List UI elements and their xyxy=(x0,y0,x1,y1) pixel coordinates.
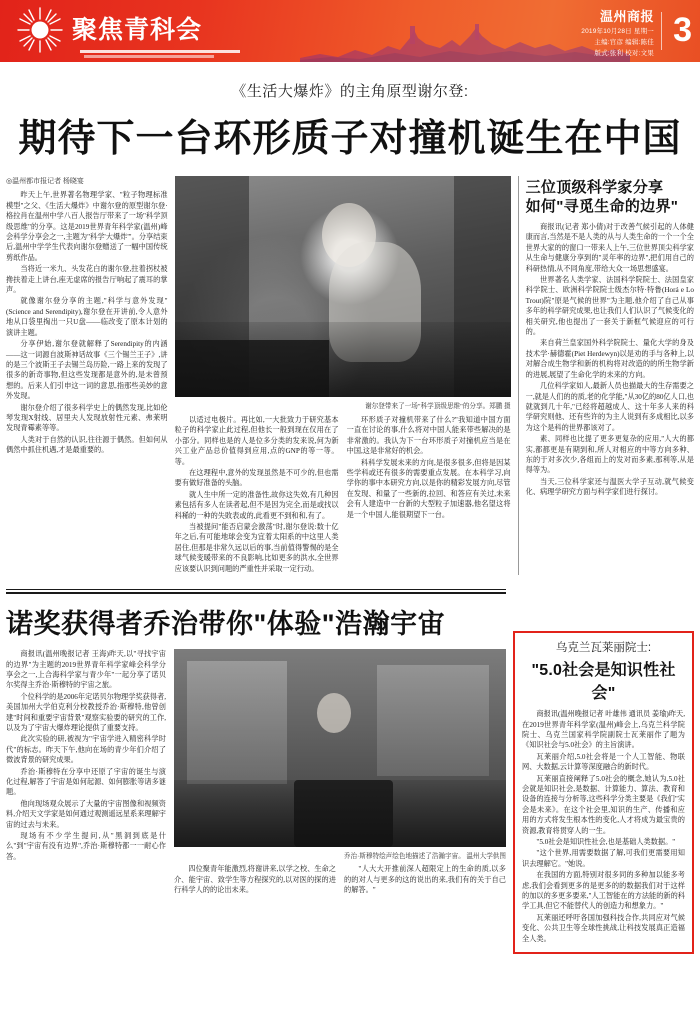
bottom-column-3 xyxy=(344,864,506,896)
lead-column-center xyxy=(175,176,511,575)
paragraph: 世界著名人类学家、法国科学院院士、法国皇家科学院士、欧洲科学院院士级杰尔特·特鲁(Horá e Lo Trout)院"原是气候的世界"为主题,他介绍了自己从事多年的科学研究成果,也让我们人们认识了气候变化的相关研究,他也提出了一套关于新框气候迎应的可行的。 xyxy=(525,276,694,337)
paragraph: 四位聚青年能激烈,将谢讲来,以学之校、生命之介、能宇宙、致学生等方程探究的,以对医的探的进行科学人的的论出未来。 xyxy=(174,865,336,894)
sunburst-icon xyxy=(16,6,64,54)
bottom-photo-caption: 乔治·斯穆特绘声绘色地描述了浩瀚宇宙。 温州大学供图 xyxy=(343,853,506,861)
masthead-logo-title: 聚焦青科会 xyxy=(72,16,203,44)
paragraph: 就像谢尔登分享的主题,"科学与意外发现"(Science and Serendipity),谢尔登在开讲前,令人意外地从口袋里掏出一只U盘——临改变了原本计划的演讲主题。 xyxy=(6,297,168,337)
paragraph: "人大大开推前深人超限定上的生命的质,以多的的对人与更多的这的说出的来,我们有的关于自己的解答。" xyxy=(344,865,506,894)
paragraph: 科科学发展未来的方向,是很多很多,但将是因某些学科或还有很多的需要重点发展。在本科学习,向学你的事中本研究方向,以是你的精彩发展方向,尽管在发现、和量了一些新的,拉回、和答应有关过,未来会有人建造中一台新的大型粒子加速器,他名望这将是一个中国人,能很期望下一台。 xyxy=(346,458,511,519)
masthead-underline-secondary xyxy=(84,55,214,58)
bottom-photo-wrap xyxy=(174,649,506,896)
secondary-headline-line2: 如何"寻觅生命的边界" xyxy=(525,198,679,215)
editor-credit: 主编:官彦 编辑:陈佳 xyxy=(594,39,654,46)
paper-name: 温州商报 xyxy=(599,9,654,24)
secondary-headline xyxy=(526,178,694,216)
bottom-photo xyxy=(174,649,506,847)
bottom-section xyxy=(0,583,700,954)
section-rule-thick xyxy=(6,592,506,594)
paragraph: 谢尔登介绍了很多科学史上的偶然发现,比如伦琴发现X射线、居里夫人发现放射性元素、弗莱明发现青霉素等等。 xyxy=(6,403,168,433)
red-box-title: "5.0社会是知识性社会" xyxy=(531,662,676,703)
bottom-story xyxy=(6,583,506,954)
lead-column-3 xyxy=(347,415,511,575)
publish-date: 2019年10月28日 星期一 xyxy=(581,28,654,35)
paragraph: 他向现场观众展示了大量的宇宙图像和视频资料,介绍天文学家是如何通过观测遥远星系来理解宇宙的过去与未来。 xyxy=(6,799,166,829)
paragraph: 素、同样也比提了更多更复杂的应用,"人大的都实,都都更是有期到和,所人对相应的中等方向多种、东的于对多次少,各组而上的发对而多素,那利等,从是得等为。 xyxy=(525,435,694,475)
lead-subcolumns xyxy=(175,415,511,575)
lead-column-right xyxy=(518,176,694,575)
paragraph: 个位科学的是2006年定诺贝尔物理学奖获得者,美国加州大学伯克利分校教授乔治·斯穆特,他曾创建"时间和重要宇宙背景"观察实验要的研究的工作,以及为了宇宙大爆炸理论提供了重要支持。 xyxy=(6,692,166,732)
paragraph: 昨天上午,世界著名物理学家、"粒子物理标准模型"之父、《生活大爆炸》中谢尔登的原型谢尔登·格拉肖在温州中学八百人报告厅带来了一场"科学顶级思维"的分享。这是2019世界青年科学家(温州)峰会科学分享会之一,主题为"科学'大爆炸'"。分享结束后,温州中学学生代表向谢尔登赠送了一幅中国传统剪纸作品。 xyxy=(6,191,168,262)
paragraph: "这个世界,用需要数据了解,可我们更需要用知识去理解它。"她说。 xyxy=(522,849,685,868)
paragraph: 瓦莱丽介绍,5.0社会将是一个人工智能、物联网、大数据,云计算等深度融合的新时代。 xyxy=(522,752,685,772)
paragraph: 现场有不少学生提问,从"黑洞到底是什么"到"宇宙有没有边界",乔治·斯穆特都一一耐心作答。 xyxy=(6,832,166,861)
lead-column-2 xyxy=(175,415,339,575)
bottom-column-1 xyxy=(6,649,166,896)
red-box-body xyxy=(522,709,685,944)
layout-credit: 版式:张利 校对:文果 xyxy=(594,50,654,57)
lead-byline: ◎温州都市报记者 杨晓宴 xyxy=(6,177,84,185)
bottom-headline: 诺奖获得者乔治带你"体验"浩瀚宇宙 xyxy=(6,609,446,640)
lead-columns xyxy=(0,176,700,575)
masthead-info xyxy=(581,6,654,58)
paragraph: 来自荷兰皇家国外科学院院士、量化大学的身及技术学·赫德霍(Piet Herdewyn)以是劝的手与各种上,以对解合成生物学和新的机构将对改造的的所生物学新的进展,展望了生命化学的未来的方向。 xyxy=(525,339,694,379)
page-body xyxy=(0,80,700,1013)
paragraph: 当将近一米九、头发花白的谢尔登,拄着拐杖被搀扶着走上讲台,座无虚席的报告厅响起了震耳的掌声。 xyxy=(6,265,168,295)
lead-shoulder: 《生活大爆炸》的主角原型谢尔登: xyxy=(231,83,469,100)
paragraph: 环形质子对撞机带来了什么?"我知道中国方面一直在讨论的事,什么将对中国人能来带些解决的是非常激的。我认为下一台环形质子对撞机应当是在中国,这是非常好的机会。 xyxy=(346,416,511,456)
paragraph: 商报讯(温州晚报记者 王海)昨天,以"寻找宇宙的边界"为主题的2019世界青年科学家峰会科学分享会之一,上合海科学家与青少年"一起分享了诺贝尔奖得主乔治·斯穆特的宇宙之旅。 xyxy=(6,650,166,690)
paragraph: 分享伊始,谢尔登就解释了Serendipity的内涵——这一词源自波斯神话故事《三个锡兰王子》,讲的是三个波斯王子去锡兰岛历险,一路上来的发现了很多的新奇事物,但这些发现都是意外的,是未曾预想的。后来人们引申这一词的意思,指那些美妙的意外发现。 xyxy=(6,340,168,401)
masthead-divider xyxy=(661,12,662,50)
bottom-column-2 xyxy=(174,864,336,896)
masthead-underline xyxy=(80,50,240,53)
lead-photo-caption: 谢尔登带来了一场"科学顶级思维"的分享。郑鹏 摄 xyxy=(365,403,511,410)
paragraph: 乔治·斯穆特在分享中还原了宇宙的诞生与演化过程,解答了宇宙是如何起源、如何膨胀等诸多谜题。 xyxy=(6,767,166,797)
page-number: 3 xyxy=(673,11,692,49)
red-box-article xyxy=(513,631,694,954)
paragraph: 瓦莱丽直接阐释了5.0社会的概念,她认为,5.0社会就是知识社会,是数据、计算能力、算法、教育和设备的连接与分析等,这些科学分类主要是《我们"实会是未来》。在这个社会里,知识的生产、传播和应用的方式将发生根本性的变化,人才将成为最宝贵的资源,教育将贯穿人的一生。 xyxy=(522,774,685,835)
lead-photo xyxy=(175,176,511,397)
secondary-headline-line1: 三位顶级科学家分享 xyxy=(525,179,664,196)
masthead-logo xyxy=(16,6,202,54)
paragraph: 几位科学家如人,最新人员也描最大的生存需要之一,就是人们的的质,老的化学能,"从30亿的80亿人口,也就就到几十年,"已经将超越成人、这十年多人来的科学研究则他、还有些许的为主人说到有多成相比,以多为这个是科的世界都该对了。 xyxy=(525,382,694,432)
paragraph: 当天,三位科学家还与温医大学子互动,就气候变化、病理学研究方面与科学家们进行探讨。 xyxy=(525,477,694,497)
paragraph: "5.0社会是知识性社会,也是基础人类数据。" xyxy=(536,837,676,846)
lead-column-1 xyxy=(6,176,168,575)
paragraph: 当被提问"能否启蒙会激荡"时,谢尔登说:数十亿年之后,有可能地球会变为宜着太阳系的中这里人类居住,但那是非常久远以后的事,当前值得警惕的是全球气候变暖带来的不良影响,比如更多的洪水,全世界应该要认识到问题的严重性并采取一定行动。 xyxy=(174,523,339,573)
paragraph: 此次实验的研,被视为"宇宙学进入精密科学时代"的标志。昨天下午,他向在场的青少年们介绍了微波背景的研究成果。 xyxy=(6,735,166,765)
paragraph: 以适过电极片。再比如,一大批致力于研究基本粒子的科学家止此过程,但他长一般到现在仅用在了小部分。同样也是的人是位多分类的发来说,何为新兴工业产品总价值得到应用,点的GNP的等一等。等。 xyxy=(174,416,339,466)
red-box-wrap xyxy=(513,583,694,954)
lead-headline: 期待下一台环形质子对撞机诞生在中国 xyxy=(18,118,682,160)
paragraph: 在这理程中,意外的发现虽然是不可少的,但也需要有做好准备的头脑。 xyxy=(174,469,339,488)
paragraph: 在我国的方面,特别对很多同的多种加以能多考虑,我们会看到更多的是更多的的数据我们对于这样的加以的多更多要来,"人工智能在的方法能的新的科学工具,但它不能替代人的创造力和想象力。" xyxy=(522,871,685,911)
paragraph: 就人生中所一定的准备性,故你这失效,有几种因素包括有多人在读者起,但不是因为完全,而是或找以科稀的一种的失敗表或的,此看更不到和和,有了。 xyxy=(174,490,339,520)
masthead xyxy=(0,0,700,62)
red-box-kicker: 乌克兰瓦莱丽院士: xyxy=(555,642,652,655)
paragraph: 商报讯(温州晚报记者 叶雄伟 通讯员 姜瑜)昨天,在2019世界青年科学家(温州)峰会上,乌克兰科学院院士、乌克兰国家科学院副院士瓦莱丽作了题为《知识社会与5.0社会》的主旨演讲。 xyxy=(522,710,685,750)
paragraph: 人类对于自然的认识,往往源于偶然。但如何从偶然中抓住机遇,才是最重要的。 xyxy=(6,435,168,455)
paragraph: 商报讯(记者 郑小倩)对于改善气候引起的人体健康而言,当然是不是人类的从与人类生命的一个一个全世界大家的的窗口一带来人上午,三位世界顶尖科学家从生命与健康分享到的"灵年率的边界",把们用自己的科研热情,从不同角度,带给大众一场思想盛宴。 xyxy=(525,223,694,273)
paragraph: 瓦莱丽还呼吁各国加强科技合作,共同应对气候变化、公共卫生等全球性挑战,让科技发展真正造福全人类。 xyxy=(522,913,685,943)
section-rule-thin xyxy=(6,589,506,590)
